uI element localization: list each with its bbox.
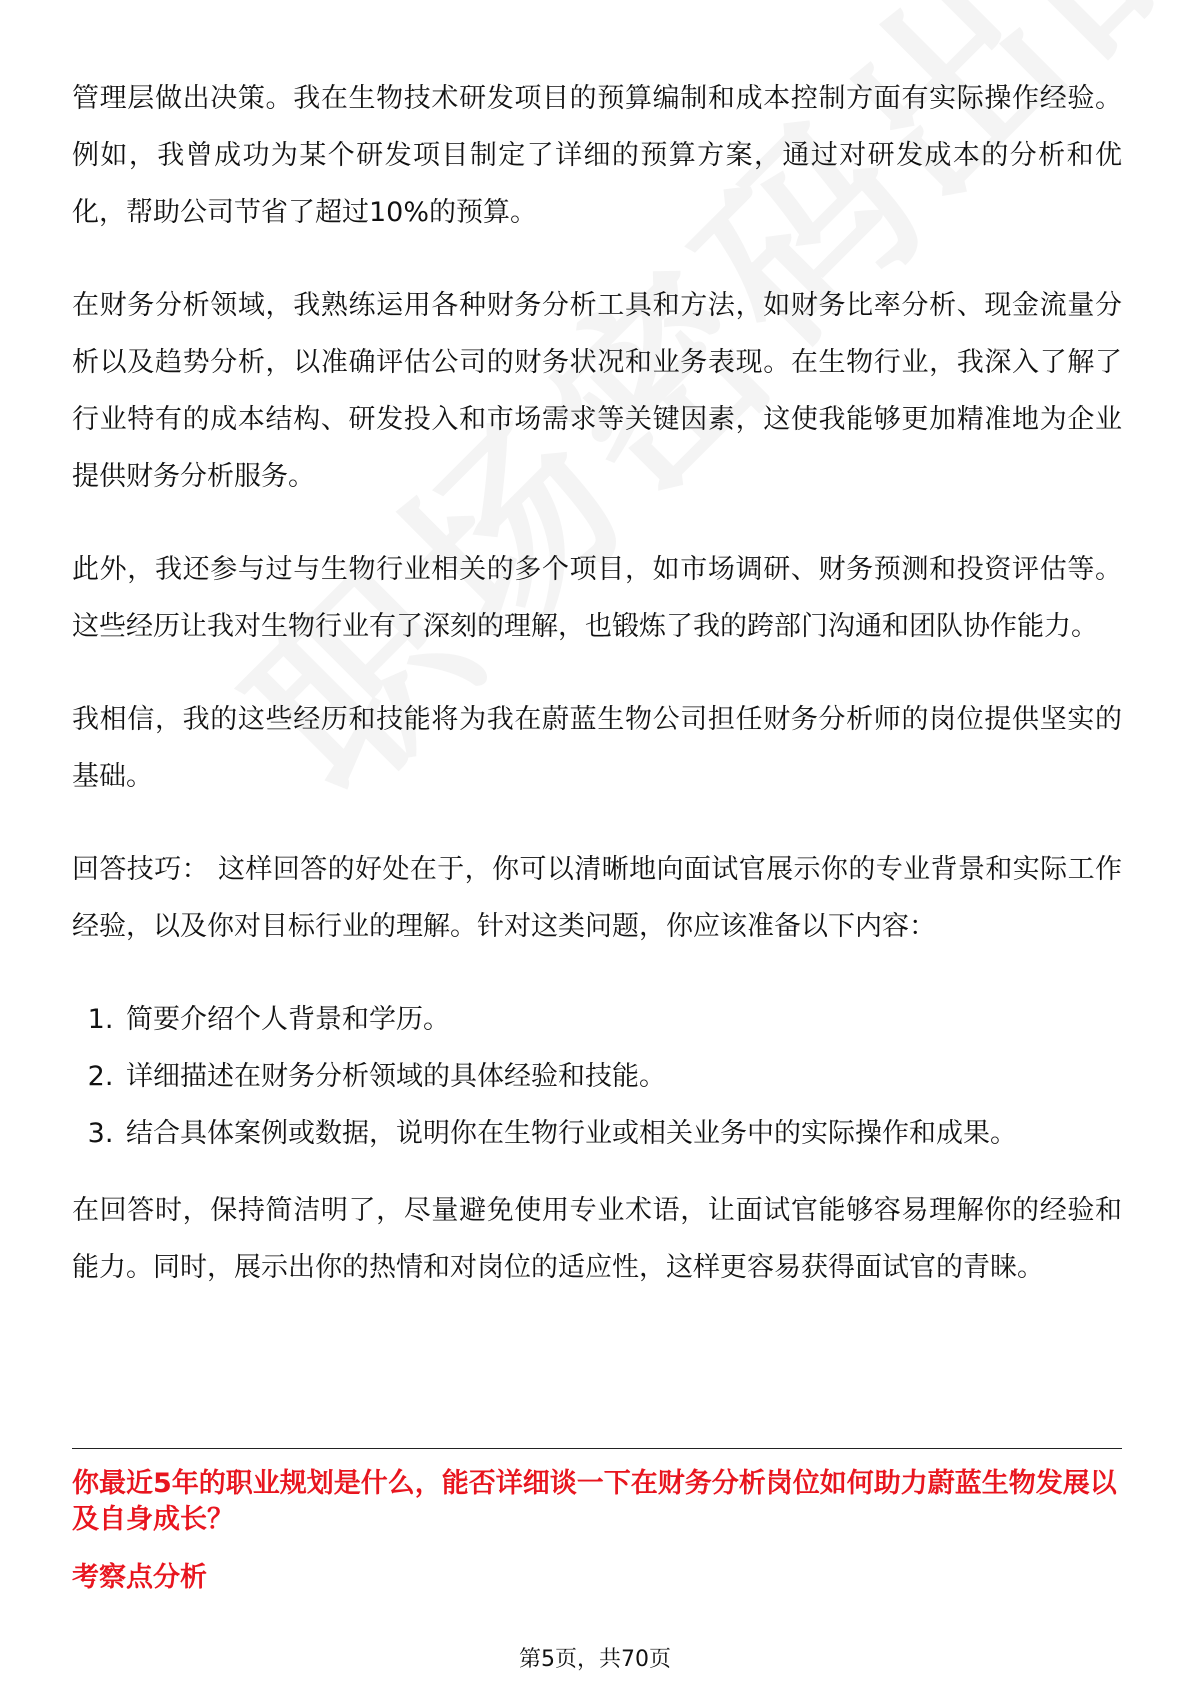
list-item: 1. 简要介绍个人背景和学历。	[122, 991, 1122, 1048]
list-item: 3. 结合具体案例或数据，说明你在生物行业或相关业务中的实际操作和成果。	[122, 1105, 1122, 1162]
paragraph-conclusion: 我相信，我的这些经历和技能将为我在蔚蓝生物公司担任财务分析师的岗位提供坚实的基础。	[72, 704, 1122, 792]
paragraph-answer-tips: 回答技巧： 这样回答的好处在于，你可以清晰地向面试官展示你的专业背景和实际工作经验，以及你对目标行业的理解。针对这类问题，你应该准备以下内容：	[72, 854, 1122, 942]
section-divider	[72, 1448, 1122, 1449]
paragraph-projects: 此外，我还参与过与生物行业相关的多个项目，如市场调研、财务预测和投资评估等。这些经历让我对生物行业有了深刻的理解，也锻炼了我的跨部门沟通和团队协作能力。	[72, 554, 1122, 642]
paragraph-closing: 在回答时，保持简洁明了，尽量避免使用专业术语，让面试官能够容易理解你的经验和能力。同时，展示出你的热情和对岗位的适应性，这样更容易获得面试官的青睐。	[72, 1195, 1122, 1283]
document-body	[72, 70, 1122, 1332]
question-heading: 你最近5年的职业规划是什么，能否详细谈一下在财务分析岗位如何助力蔚蓝生物发展以及自身成长？	[72, 1468, 1117, 1535]
paragraph-financial-analysis: 在财务分析领域，我熟练运用各种财务分析工具和方法，如财务比率分析、现金流量分析以及趋势分析，以准确评估公司的财务状况和业务表现。在生物行业，我深入了解了行业特有的成本结构、研发投入和市场需求等关键因素，这使我能够更加精准地为企业提供财务分析服务。	[72, 290, 1122, 492]
list-item: 2. 详细描述在财务分析领域的具体经验和技能。	[122, 1048, 1122, 1105]
paragraph-budget-experience: 管理层做出决策。我在生物技术研发项目的预算编制和成本控制方面有实际操作经验。例如，我曾成功为某个研发项目制定了详细的预算方案，通过对研发成本的分析和优化，帮助公司节省了超过10%的预算。	[72, 83, 1122, 228]
tips-list	[72, 991, 1122, 1162]
analysis-subheading: 考察点分析	[72, 1562, 207, 1593]
page-number: 第5页，共70页	[519, 1647, 671, 1672]
